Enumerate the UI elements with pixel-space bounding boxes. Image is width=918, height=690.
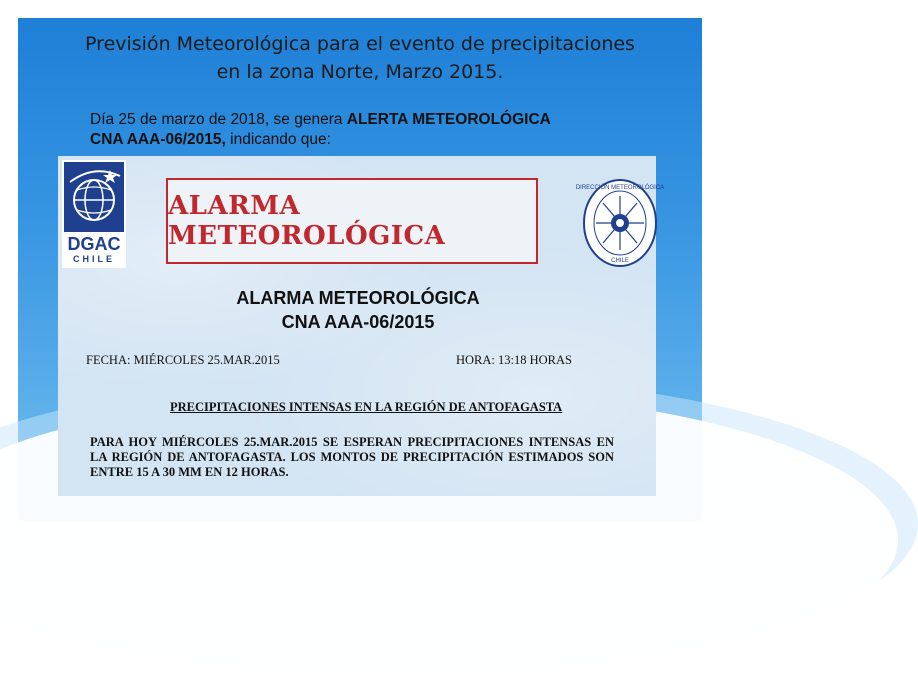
seal-bottom-text: CHILE	[611, 258, 629, 264]
dgac-logo	[62, 160, 126, 268]
intro-tail: indicando que:	[225, 131, 331, 148]
dgac-logo-text: DGAC	[67, 234, 121, 254]
alarm-banner-text: ALARMA METEOROLÓGICA	[168, 191, 446, 251]
seal-top-text: DIRECCIÓN METEOROLÓGICA	[575, 185, 665, 191]
dgac-logo-subtext: CHILE	[73, 254, 115, 264]
slide-title	[40, 30, 680, 86]
document-title-line2: CNA AAA-06/2015	[281, 312, 435, 332]
intro-alert-name: ALERTA METEOROLÓGICA	[346, 111, 551, 128]
alarm-banner	[166, 178, 538, 264]
document-heading: PRECIPITACIONES INTENSAS EN LA REGIÓN DE ANTOFAGASTA	[170, 400, 563, 414]
document-title-line1: ALARMA METEOROLÓGICA	[236, 288, 480, 308]
slide-title-line2: en la zona Norte, Marzo 2015.	[216, 61, 504, 83]
document-time: HORA: 13:18 HORAS	[456, 353, 572, 367]
intro-text	[90, 110, 680, 150]
dgac-globe-icon	[64, 162, 124, 232]
intro-alert-code: CNA AAA-06/2015,	[90, 131, 226, 148]
meteorological-seal-icon	[575, 178, 665, 268]
intro-plain: Día 25 de marzo de 2018, se genera	[90, 111, 347, 128]
document-body: PARA HOY MIÉRCOLES 25.MAR.2015 SE ESPERAN PRECIPITACIONES INTENSAS EN LA REGIÓN DE ANTOFAGASTA. LOS MONTOS DE PRECIPITACIÓN ESTIMADOS SON ENTRE 15 A 30 MM EN 12 HORAS.	[90, 435, 614, 479]
slide-title-line1: Previsión Meteorológica para el evento de precipitaciones	[85, 33, 635, 55]
document-date: FECHA: MIÉRCOLES 25.MAR.2015	[86, 353, 280, 367]
document-title	[178, 286, 538, 334]
alert-document-image	[58, 156, 665, 496]
